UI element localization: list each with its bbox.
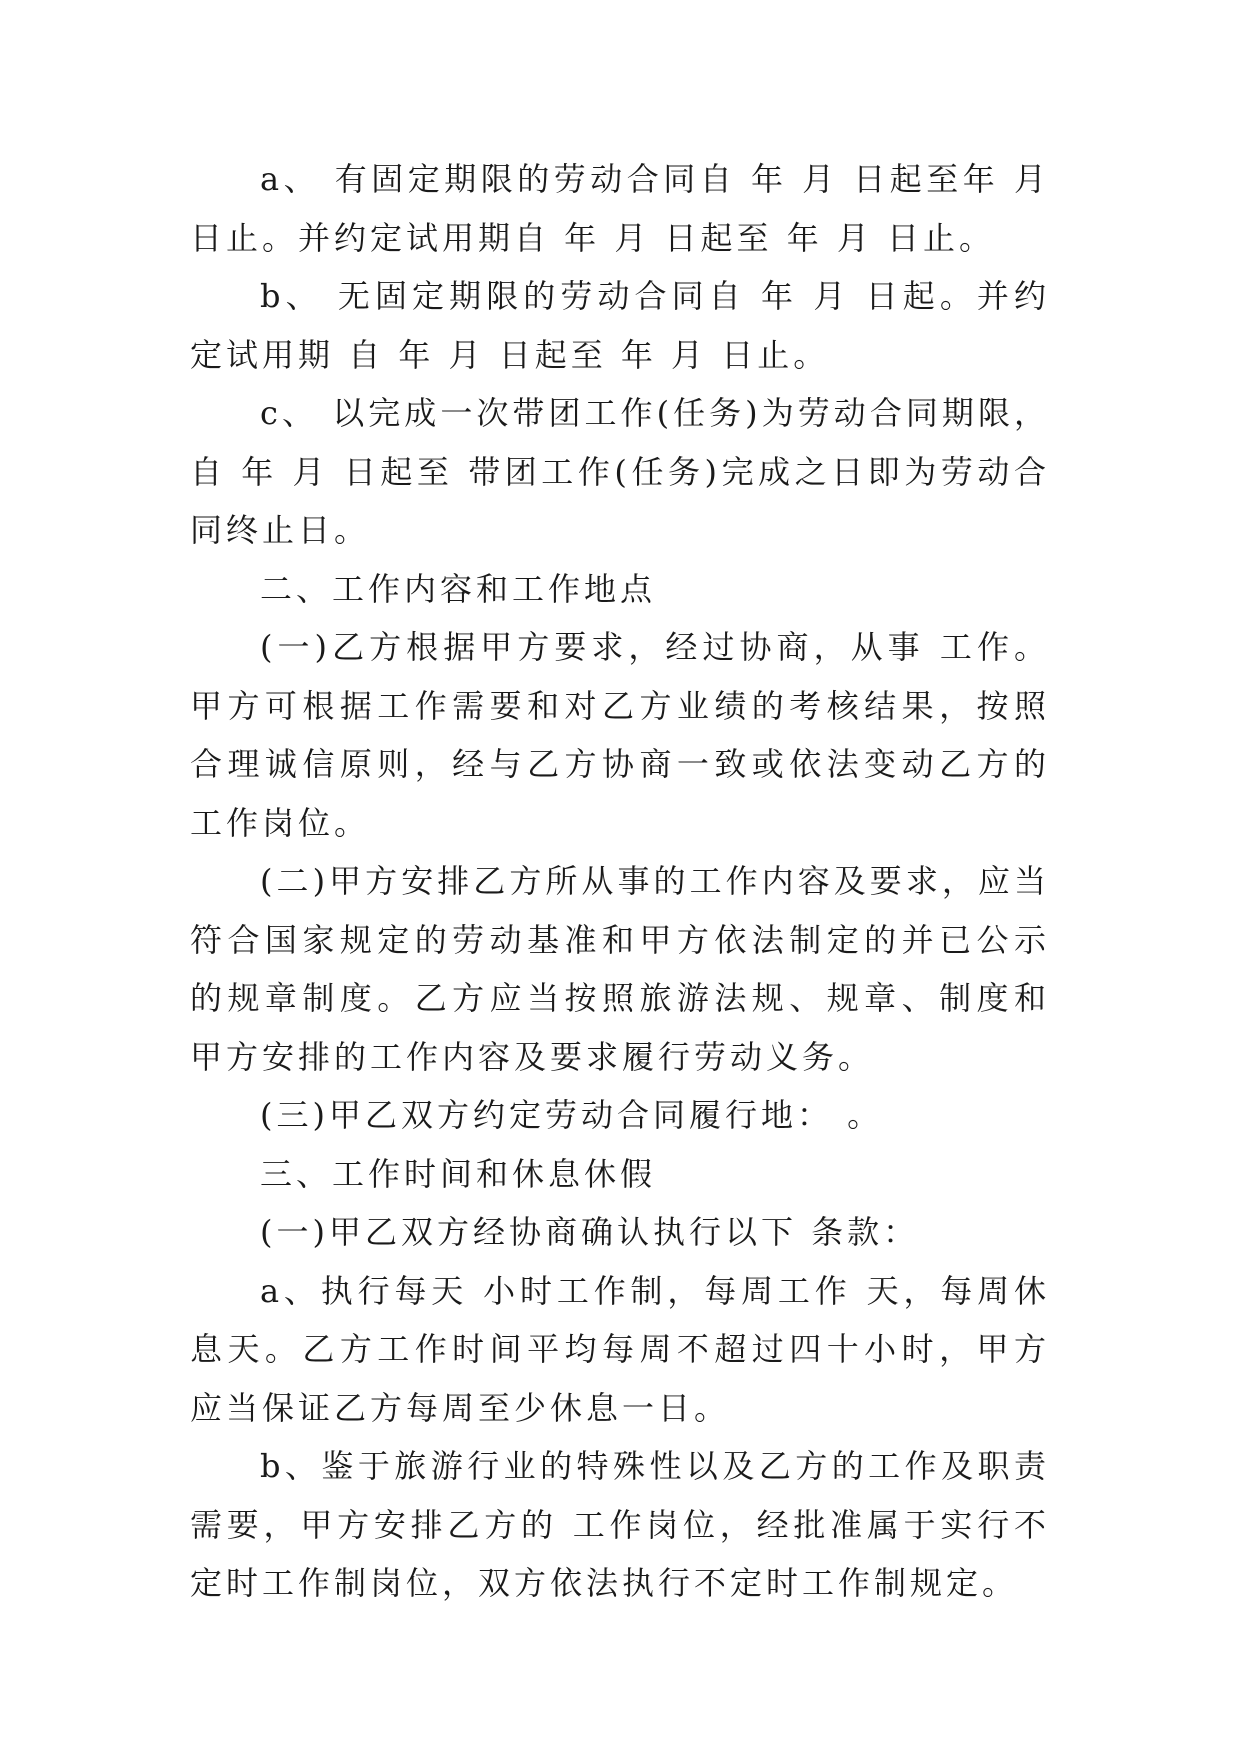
clause-a-fixed-term: a、 有固定期限的劳动合同自 年 月 日起至年 月 日止。并约定试用期自 年 月 日起至 年 月 日止。 <box>190 160 1050 257</box>
document-page <box>190 150 1050 1613</box>
clause-b-open-term: b、 无固定期限的劳动合同自 年 月 日起。并约定试用期 自 年 月 日起至 年 月 日止。 <box>190 277 1050 374</box>
work-content-item-2: (二)甲方安排乙方所从事的工作内容及要求，应当符合国家规定的劳动基准和甲方依法制定的并已公示的规章制度。乙方应当按照旅游法规、规章、制度和甲方安排的工作内容及要求履行劳动义务。 <box>190 862 1050 1076</box>
section-heading-working-hours: 三、工作时间和休息休假 <box>260 1154 657 1193</box>
working-hours-option-b: b、鉴于旅游行业的特殊性以及乙方的工作及职责需要，甲方安排乙方的 工作岗位，经批准属于实行不定时工作制岗位，双方依法执行不定时工作制规定。 <box>190 1447 1050 1602</box>
section-heading-work-content: 二、工作内容和工作地点 <box>260 569 657 608</box>
working-hours-item-1: (一)甲乙双方经协商确认执行以下 条款： <box>260 1213 920 1251</box>
working-hours-option-a: a、执行每天 小时工作制，每周工作 天，每周休息天。乙方工作时间平均每周不超过四十小时，甲方应当保证乙方每周至少休息一日。 <box>190 1271 1050 1427</box>
work-content-item-3: (三)甲乙双方约定劳动合同履行地： 。 <box>260 1096 884 1134</box>
clause-c-task-term: c、 以完成一次带团工作(任务)为劳动合同期限，自 年 月 日起至 带团工作(任务)完成之日即为劳动合同终止日。 <box>190 394 1050 549</box>
work-content-item-1: (一)乙方根据甲方要求，经过协商，从事 工作。甲方可根据工作需要和对乙方业绩的考核结果，按照合理诚信原则，经与乙方协商一致或依法变动乙方的工作岗位。 <box>190 628 1050 842</box>
